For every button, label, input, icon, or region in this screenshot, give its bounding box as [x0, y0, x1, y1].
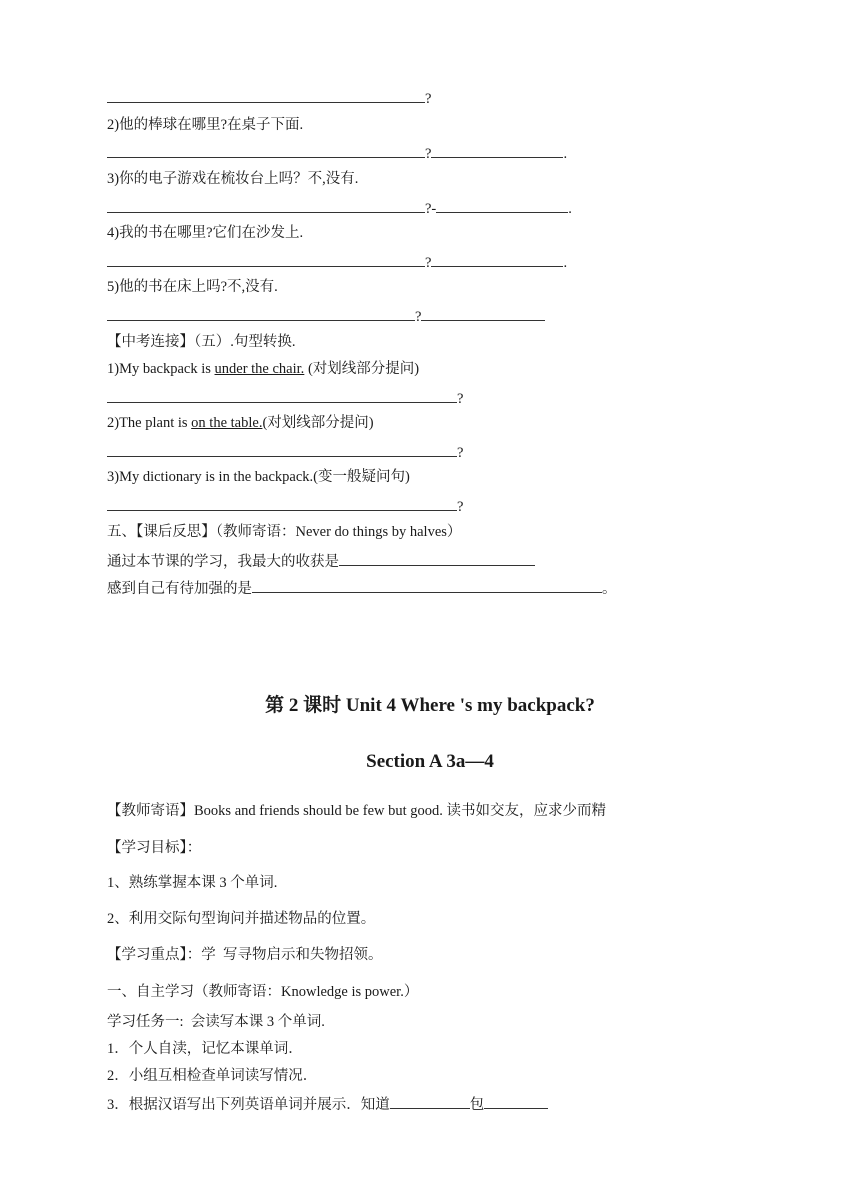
transform-line-2: ? — [107, 442, 463, 462]
question-3: 3)你的电子游戏在梳妆台上吗？不,没有. — [107, 171, 359, 187]
goal-2: 2、利用交际句型询问并描述物品的位置。 — [107, 911, 376, 927]
answer-line-4: ? . — [107, 252, 567, 272]
question-5: 5)他的书在床上吗?不,没有. — [107, 279, 278, 295]
question-4: 4)我的书在哪里?它们在沙发上. — [107, 225, 304, 241]
task-1: 学习任务一: 会读写本课 3 个单词. — [107, 1014, 325, 1030]
answer-blank[interactable] — [107, 496, 457, 511]
self-study-title: 一、自主学习（教师寄语：Knowledge is power.） — [107, 984, 419, 1000]
answer-blank[interactable] — [484, 1094, 548, 1109]
sentence-2: 2)The plant is on the table.(对划线部分提问) — [107, 415, 374, 431]
step-1: 1．个人自渎，记忆本课单词． — [107, 1041, 303, 1057]
section-title: Section A 3a—4 — [366, 751, 494, 772]
answer-blank[interactable] — [252, 578, 602, 593]
answer-blank[interactable] — [431, 143, 563, 158]
sentence-3: 3)My dictionary is in the backpack.(变一般疑问句) — [107, 469, 410, 485]
answer-blank[interactable] — [107, 88, 425, 103]
answer-blank[interactable] — [339, 551, 535, 566]
reflection-gain: 通过本节课的学习，我最大的收获是 — [107, 551, 535, 571]
transform-line-1: ? — [107, 388, 463, 408]
goal-1: 1、熟练掌握本课 3 个单词. — [107, 875, 278, 891]
answer-line-5: ? — [107, 306, 545, 326]
lesson-title: 第 2 课时 Unit 4 Where 's my backpack? — [265, 695, 595, 716]
section-title-transform: 【中考连接】（五）.句型转换. — [107, 334, 296, 350]
answer-blank[interactable] — [107, 252, 425, 267]
answer-blank[interactable] — [431, 252, 563, 267]
reflection-improve: 感到自己有待加强的是 。 — [107, 578, 617, 598]
reflection-title: 五、【课后反思】（教师寄语：Never do things by halves） — [107, 524, 462, 540]
step-3: 3．根据汉语写出下列英语单词并展示．知道 包 — [107, 1094, 548, 1114]
sentence-1: 1)My backpack is under the chair. (对划线部分提问) — [107, 361, 420, 377]
answer-blank[interactable] — [107, 143, 425, 158]
goals-title: 【学习目标】： — [107, 840, 202, 856]
answer-blank[interactable] — [436, 198, 568, 213]
answer-blank[interactable] — [107, 442, 457, 457]
answer-line-1: ? — [107, 88, 431, 108]
answer-blank[interactable] — [107, 306, 415, 321]
answer-blank[interactable] — [390, 1094, 470, 1109]
answer-line-2: ? . — [107, 143, 567, 163]
question-2: 2)他的棒球在哪里?在桌子下面. — [107, 117, 304, 133]
transform-line-3: ? — [107, 496, 463, 516]
answer-blank[interactable] — [107, 198, 425, 213]
answer-blank[interactable] — [107, 388, 457, 403]
answer-blank[interactable] — [421, 306, 545, 321]
answer-line-3: ?- . — [107, 198, 572, 218]
teacher-motto: 【教师寄语】Books and friends should be few but good. 读书如交友，应求少而精 — [107, 803, 607, 819]
focus: 【学习重点】：学 写寻物启示和失物招领。 — [107, 947, 383, 963]
step-2: 2．小组互相检查单词读写情况． — [107, 1068, 318, 1084]
